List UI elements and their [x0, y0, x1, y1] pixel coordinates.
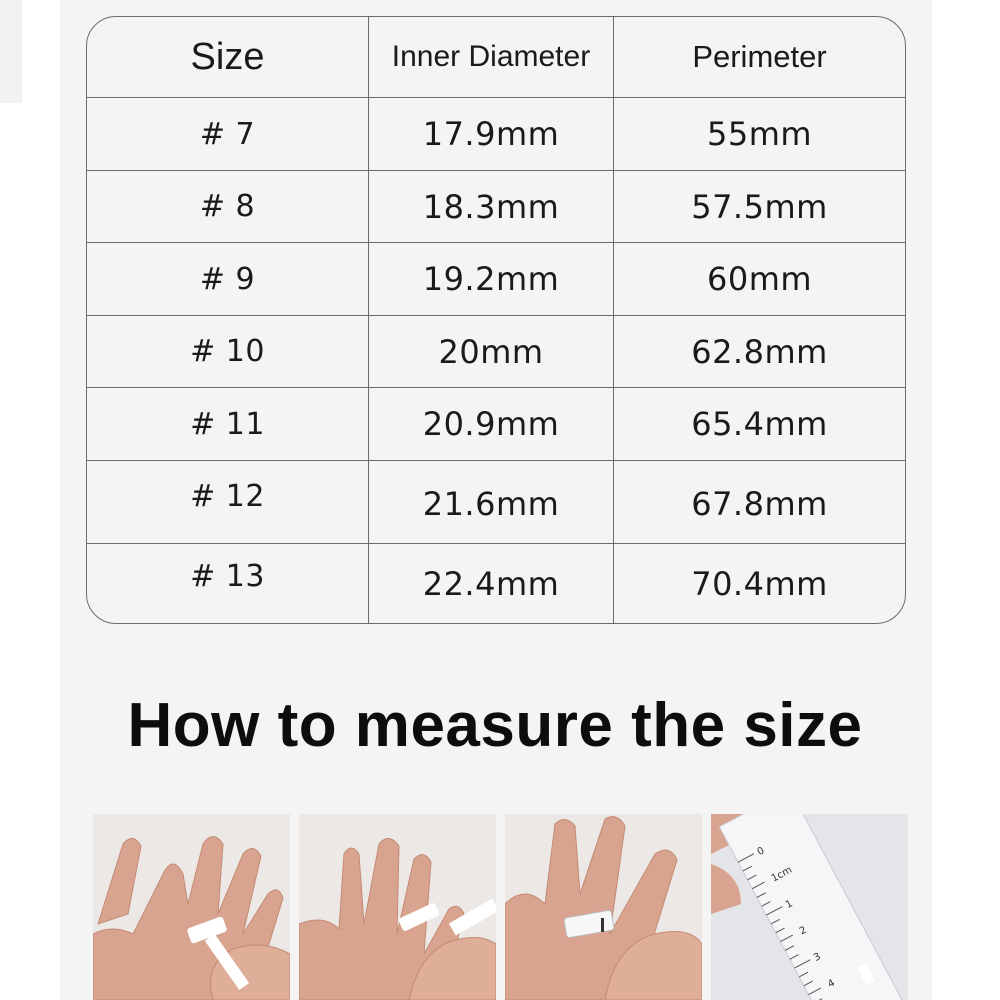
header-perimeter: Perimeter: [613, 17, 905, 97]
ruler-number: 2: [797, 924, 809, 938]
table-row: [87, 315, 905, 387]
ruler-number: 4: [826, 977, 837, 991]
inner-diameter-cell: 22.4mm: [368, 544, 613, 624]
measure-heading: How to measure the size: [127, 691, 863, 760]
inner-diameter-cell: 17.9mm: [368, 98, 613, 170]
size-table: [86, 16, 906, 624]
perimeter-cell: 60mm: [613, 243, 905, 315]
table-row: [87, 460, 905, 543]
size-cell: # 10: [190, 334, 265, 369]
ruler-number: 0: [755, 845, 767, 858]
size-cell: # 8: [199, 189, 256, 224]
inner-diameter-cell: 20.9mm: [368, 388, 613, 460]
inner-diameter-cell: 19.2mm: [368, 243, 613, 315]
table-header-row: [87, 17, 905, 97]
table-row: [87, 97, 905, 170]
perimeter-cell: 55mm: [613, 98, 905, 170]
ruler-measure-photo: [711, 814, 908, 1000]
size-cell: # 13: [190, 559, 265, 594]
perimeter-cell: 70.4mm: [613, 544, 905, 624]
hand-illustration: [505, 814, 702, 1000]
table-row: [87, 543, 905, 624]
table-row: [87, 387, 905, 460]
size-cell: # 7: [199, 116, 256, 152]
perimeter-cell: 62.8mm: [613, 316, 905, 387]
size-cell: # 12: [190, 478, 265, 514]
ruler-illustration: [711, 814, 908, 1000]
wrap-strip-photo: [93, 814, 290, 1000]
perimeter-cell: 57.5mm: [613, 171, 905, 242]
header-size: Size: [190, 35, 265, 78]
ruler-number: 3: [812, 951, 823, 964]
hand-illustration: [299, 814, 496, 1000]
table-row: [87, 170, 905, 242]
pull-strip-photo: [299, 814, 496, 1000]
left-edge-strip: [0, 0, 22, 103]
perimeter-cell: 67.8mm: [613, 461, 905, 543]
mark-strip-photo: [505, 814, 702, 1000]
size-cell: # 11: [190, 406, 265, 442]
inner-diameter-cell: 18.3mm: [368, 171, 613, 242]
ruler-number: 1: [783, 898, 795, 911]
ruler-unit: 1cm: [769, 864, 794, 885]
table-row: [87, 242, 905, 315]
hand-illustration: [93, 814, 290, 1000]
header-inner-diameter: Inner Diameter: [368, 17, 613, 97]
perimeter-cell: 65.4mm: [613, 388, 905, 460]
inner-diameter-cell: 20mm: [368, 316, 613, 387]
inner-diameter-cell: 21.6mm: [368, 461, 613, 543]
size-cell: # 9: [199, 261, 256, 297]
